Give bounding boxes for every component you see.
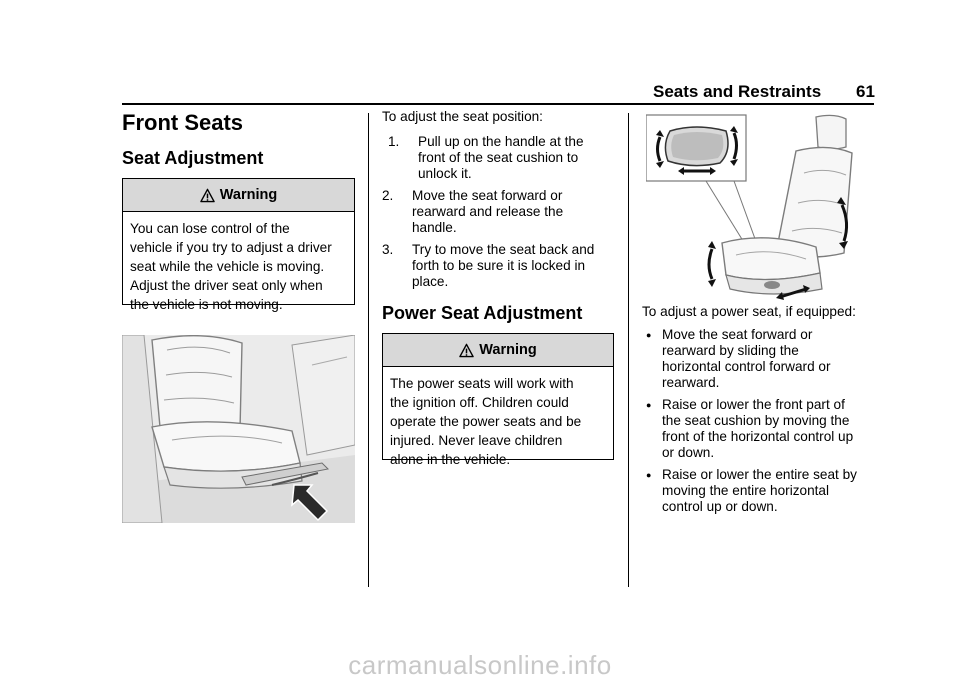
warning-title: Warning xyxy=(219,187,278,203)
power-seat-illustration xyxy=(646,113,870,301)
warning-line: the ignition off. Children could xyxy=(390,395,569,410)
step-number: 1. xyxy=(388,134,400,149)
column-divider-1 xyxy=(368,113,369,587)
heading-power-seat-adjustment: Power Seat Adjustment xyxy=(382,303,583,323)
warning-line: alone in the vehicle. xyxy=(390,452,511,467)
seat-position-intro: To adjust the seat position: xyxy=(382,109,543,124)
step-item xyxy=(382,188,618,236)
warning-title: Warning xyxy=(479,342,537,358)
column-divider-2 xyxy=(628,113,629,587)
warning-header xyxy=(123,179,354,212)
bullet-item xyxy=(646,397,872,461)
warning-line: operate the power seats and be xyxy=(390,414,582,429)
warning-line: seat while the vehicle is moving. xyxy=(130,259,325,274)
bullet-mark: ● xyxy=(646,400,652,410)
warning-line: Adjust the driver seat only when xyxy=(130,278,323,293)
step-item xyxy=(382,242,618,290)
warning-header xyxy=(383,334,613,367)
step-text: Try to move the seat back and forth to be sure it is locked in place. xyxy=(412,242,595,289)
warning-line: the vehicle is not moving. xyxy=(130,297,283,312)
step-number: 3. xyxy=(382,242,394,257)
step-text: Pull up on the handle at the front of the seat cushion to unlock it. xyxy=(418,134,584,181)
warning-line: vehicle if you try to adjust a driver xyxy=(130,240,332,255)
step-text: Move the seat forward or rearward and release the handle. xyxy=(412,188,564,235)
bullet-mark: ● xyxy=(646,470,652,480)
warning-box-middle xyxy=(382,333,614,467)
warning-triangle-icon xyxy=(200,188,215,203)
warning-line: You can lose control of the xyxy=(130,221,290,236)
step-item xyxy=(388,134,618,182)
heading-front-seats: Front Seats xyxy=(122,110,244,135)
step-number: 2. xyxy=(382,188,394,203)
bullet-item xyxy=(646,467,872,515)
warning-line: The power seats will work with xyxy=(390,376,574,391)
heading-seat-adjustment: Seat Adjustment xyxy=(122,148,264,168)
manual-seat-illustration xyxy=(122,335,355,523)
page-number: 61 xyxy=(856,82,875,101)
warning-triangle-icon xyxy=(459,343,474,358)
warning-box-left xyxy=(122,178,355,312)
bullet-item xyxy=(646,327,872,391)
bullet-text: Raise or lower the entire seat by moving the entire horizontal control up or down. xyxy=(662,467,857,514)
bullet-text: Move the seat forward or rearward by sliding the horizontal control forward or rearward. xyxy=(662,327,831,390)
warning-text xyxy=(123,212,354,314)
bullet-text: Raise or lower the front part of the seat cushion by moving the front of the horizontal control up or down. xyxy=(662,397,854,460)
bullet-mark: ● xyxy=(646,330,652,340)
section-title: Seats and Restraints xyxy=(653,82,822,101)
warning-text xyxy=(383,367,613,469)
header-rule xyxy=(122,103,874,105)
warning-line: injured. Never leave children xyxy=(390,433,563,448)
power-seat-intro: To adjust a power seat, if equipped: xyxy=(642,304,856,319)
watermark: carmanualsonline.info xyxy=(348,650,612,680)
